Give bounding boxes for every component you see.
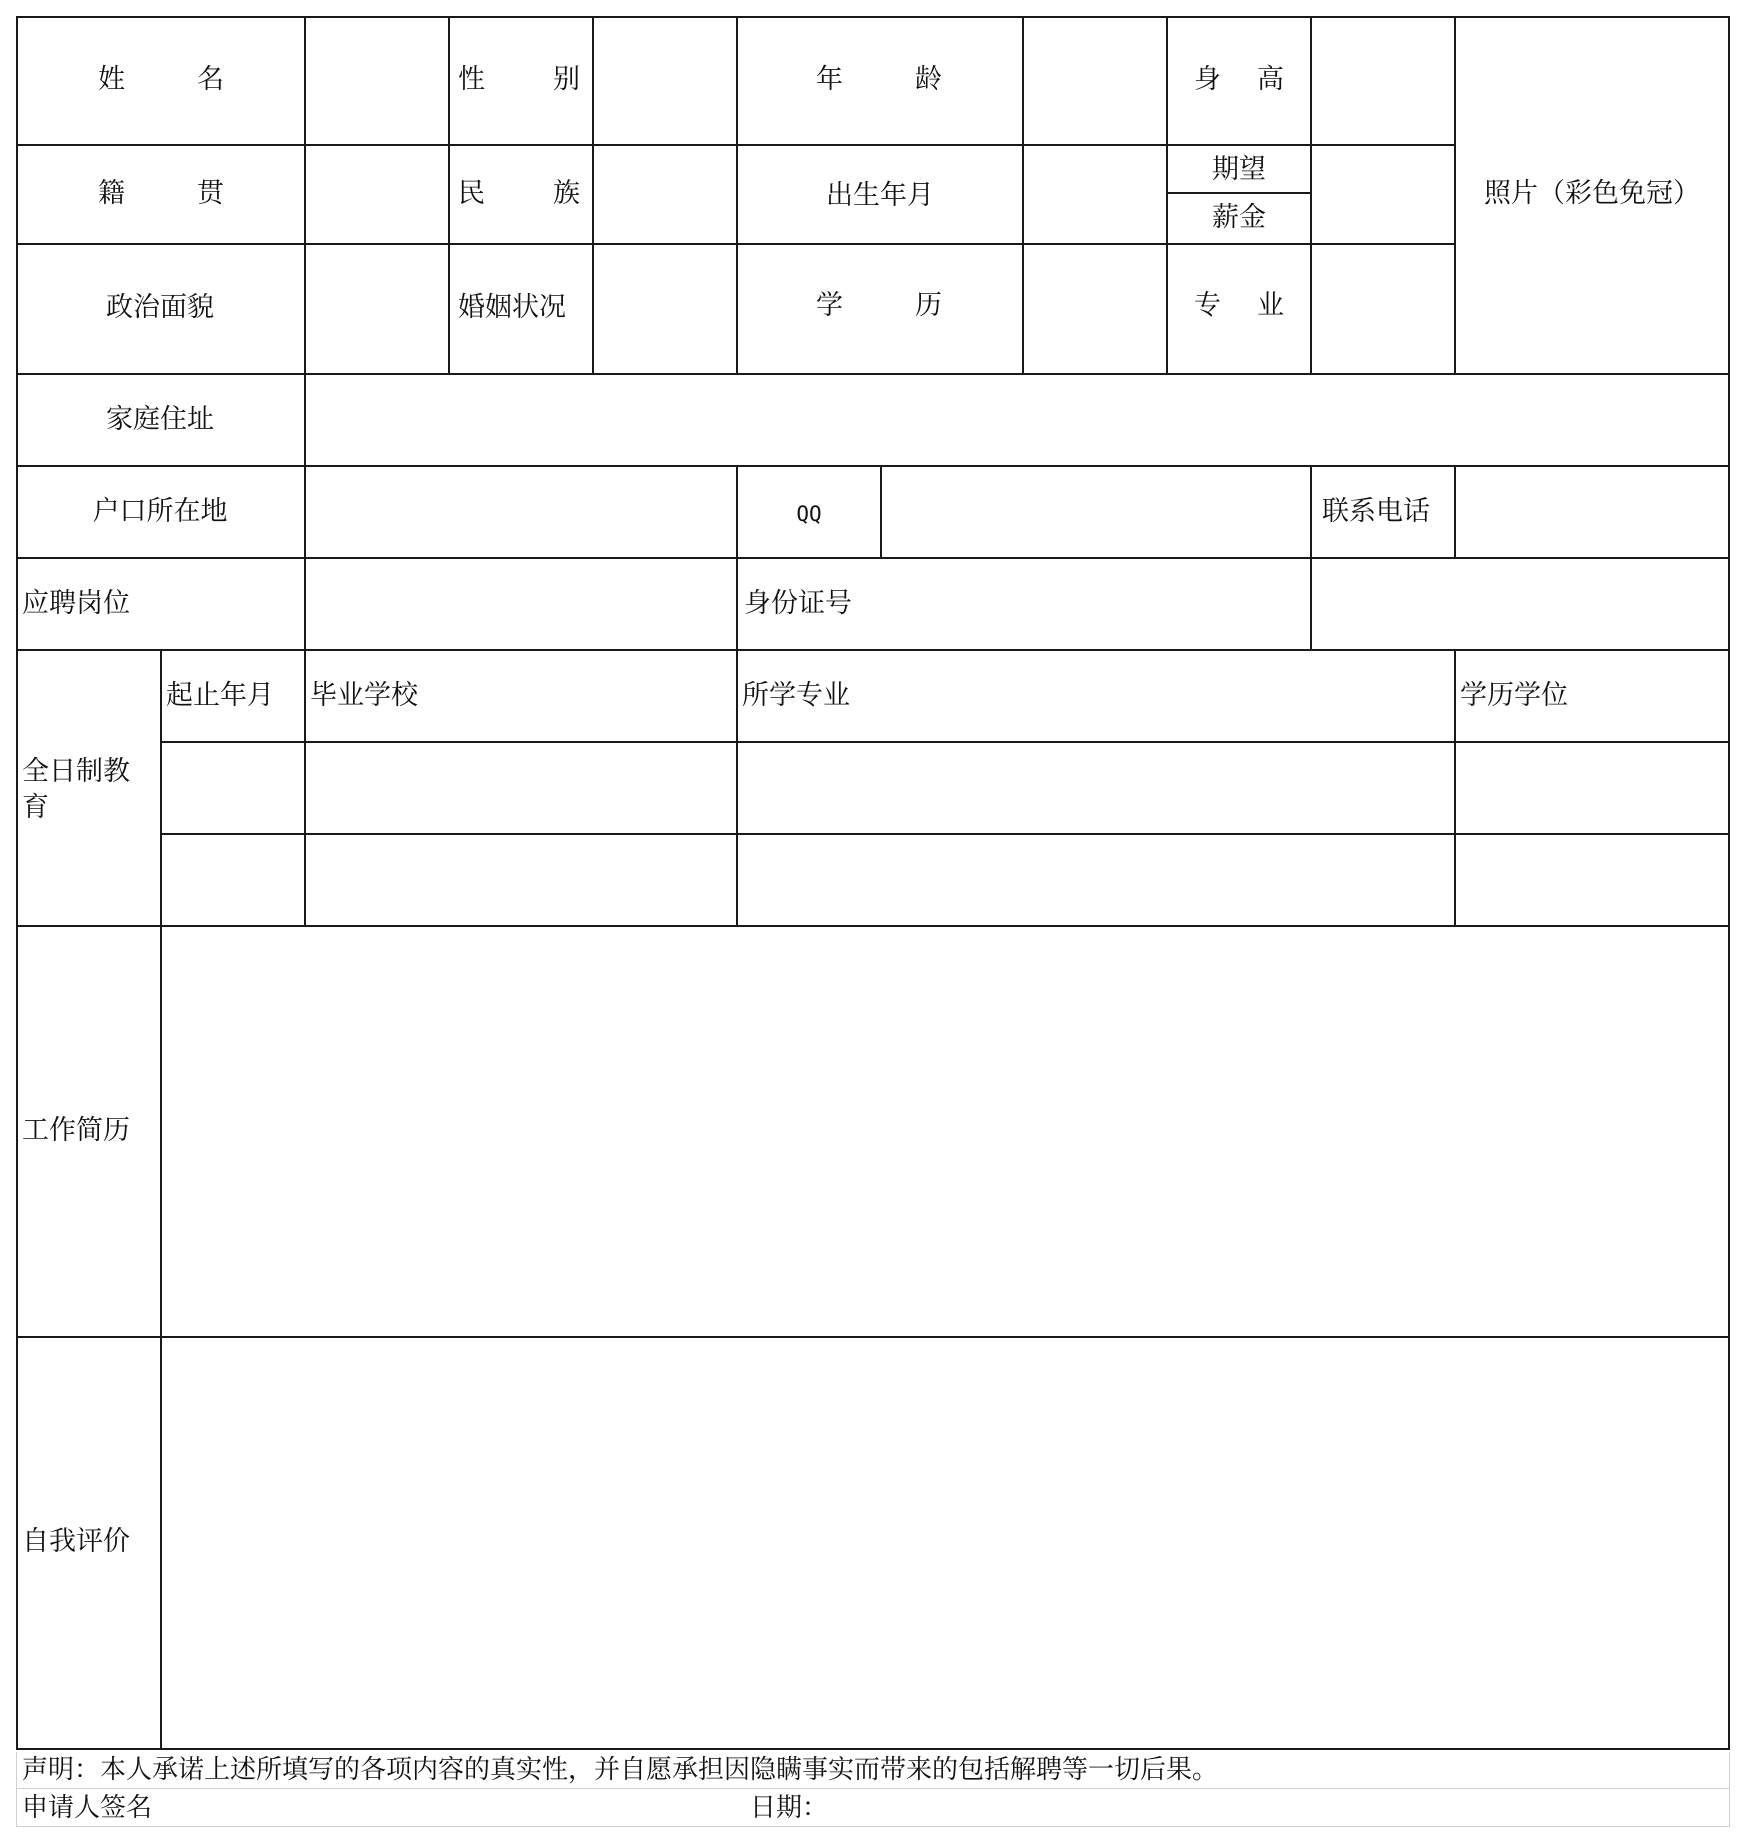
education-row-2-major[interactable]	[738, 835, 1454, 925]
name-field[interactable]	[306, 18, 448, 144]
gender-field[interactable]	[450, 18, 592, 144]
major-field[interactable]	[1312, 245, 1454, 373]
education-row-1-period[interactable]	[162, 743, 304, 833]
qq-field[interactable]	[882, 467, 1310, 557]
height-field[interactable]	[1312, 18, 1454, 144]
native-place-label: 籍 贯	[98, 178, 224, 209]
political-status-field[interactable]	[306, 245, 448, 373]
date-field[interactable]	[820, 1790, 1320, 1826]
rule	[16, 649, 1730, 651]
hukou-field[interactable]	[306, 467, 736, 557]
native-place-field[interactable]	[306, 146, 448, 243]
political-status-label: 政治面貌	[106, 292, 214, 323]
footer-divider	[16, 1826, 1730, 1827]
signature-field[interactable]	[170, 1790, 730, 1826]
ethnicity-field[interactable]	[594, 146, 736, 243]
rule	[736, 557, 738, 649]
education-row-1-degree[interactable]	[1456, 743, 1728, 833]
marital-status-field[interactable]	[594, 245, 736, 373]
salary-field[interactable]	[1312, 146, 1454, 243]
height-label: 身 高	[1194, 64, 1284, 95]
education-level-field[interactable]	[1024, 245, 1166, 373]
application-form	[16, 16, 1730, 1750]
phone-label: 联系电话	[1322, 496, 1430, 527]
gender-label: 性 别	[458, 64, 580, 95]
name-label: 姓 名	[98, 64, 224, 95]
school-header: 毕业学校	[310, 680, 418, 711]
self-evaluation-label: 自我评价	[22, 1526, 130, 1557]
education-level-label: 学 历	[816, 290, 942, 321]
marital-status-label: 婚姻状况	[458, 292, 566, 323]
applied-position-label: 应聘岗位	[22, 588, 130, 619]
footer-edge	[1729, 1752, 1730, 1827]
education-row-1-major[interactable]	[738, 743, 1454, 833]
ethnicity-label: 民 族	[458, 178, 580, 209]
qq-label: QQ	[796, 502, 822, 526]
degree-header: 学历学位	[1460, 680, 1568, 711]
id-card-field[interactable]	[1312, 559, 1728, 649]
age-field[interactable]	[1024, 18, 1166, 144]
rule	[1166, 16, 1168, 373]
home-address-field[interactable]	[306, 375, 1728, 465]
salary-label-line1: 期望	[1212, 154, 1266, 185]
signature-label: 申请人签名	[22, 1793, 153, 1823]
birth-date-label: 出生年月	[826, 180, 934, 211]
applied-position-field[interactable]	[306, 559, 736, 649]
rule	[1166, 192, 1311, 194]
rule	[1310, 465, 1312, 557]
major-label: 专 业	[1194, 290, 1284, 321]
salary-label-line2: 薪金	[1212, 202, 1266, 233]
declaration-text: 声明：本人承诺上述所填写的各项内容的真实性，并自愿承担因隐瞒事实而带来的包括解聘等一切后果。	[22, 1755, 1219, 1785]
period-header: 起止年月	[166, 680, 274, 711]
full-time-education-label: 全日制教育	[22, 756, 130, 823]
birth-date-field[interactable]	[1024, 146, 1166, 243]
hukou-label: 户口所在地	[92, 496, 228, 527]
education-row-1-school[interactable]	[306, 743, 736, 833]
self-evaluation-field[interactable]	[162, 1338, 1728, 1748]
id-card-label: 身份证号	[744, 588, 852, 619]
work-history-label: 工作简历	[22, 1115, 130, 1146]
phone-field[interactable]	[1456, 467, 1728, 557]
photo-label: 照片（彩色免冠）	[1484, 178, 1700, 209]
education-row-2-degree[interactable]	[1456, 835, 1728, 925]
education-row-2-school[interactable]	[306, 835, 736, 925]
age-label: 年 龄	[816, 64, 942, 95]
study-major-header: 所学专业	[742, 680, 850, 711]
date-label: 日期：	[750, 1793, 829, 1823]
work-history-field[interactable]	[162, 927, 1728, 1336]
footer-edge	[16, 1752, 17, 1827]
education-row-2-period[interactable]	[162, 835, 304, 925]
home-address-label: 家庭住址	[106, 404, 214, 435]
footer-divider	[16, 1788, 1730, 1789]
